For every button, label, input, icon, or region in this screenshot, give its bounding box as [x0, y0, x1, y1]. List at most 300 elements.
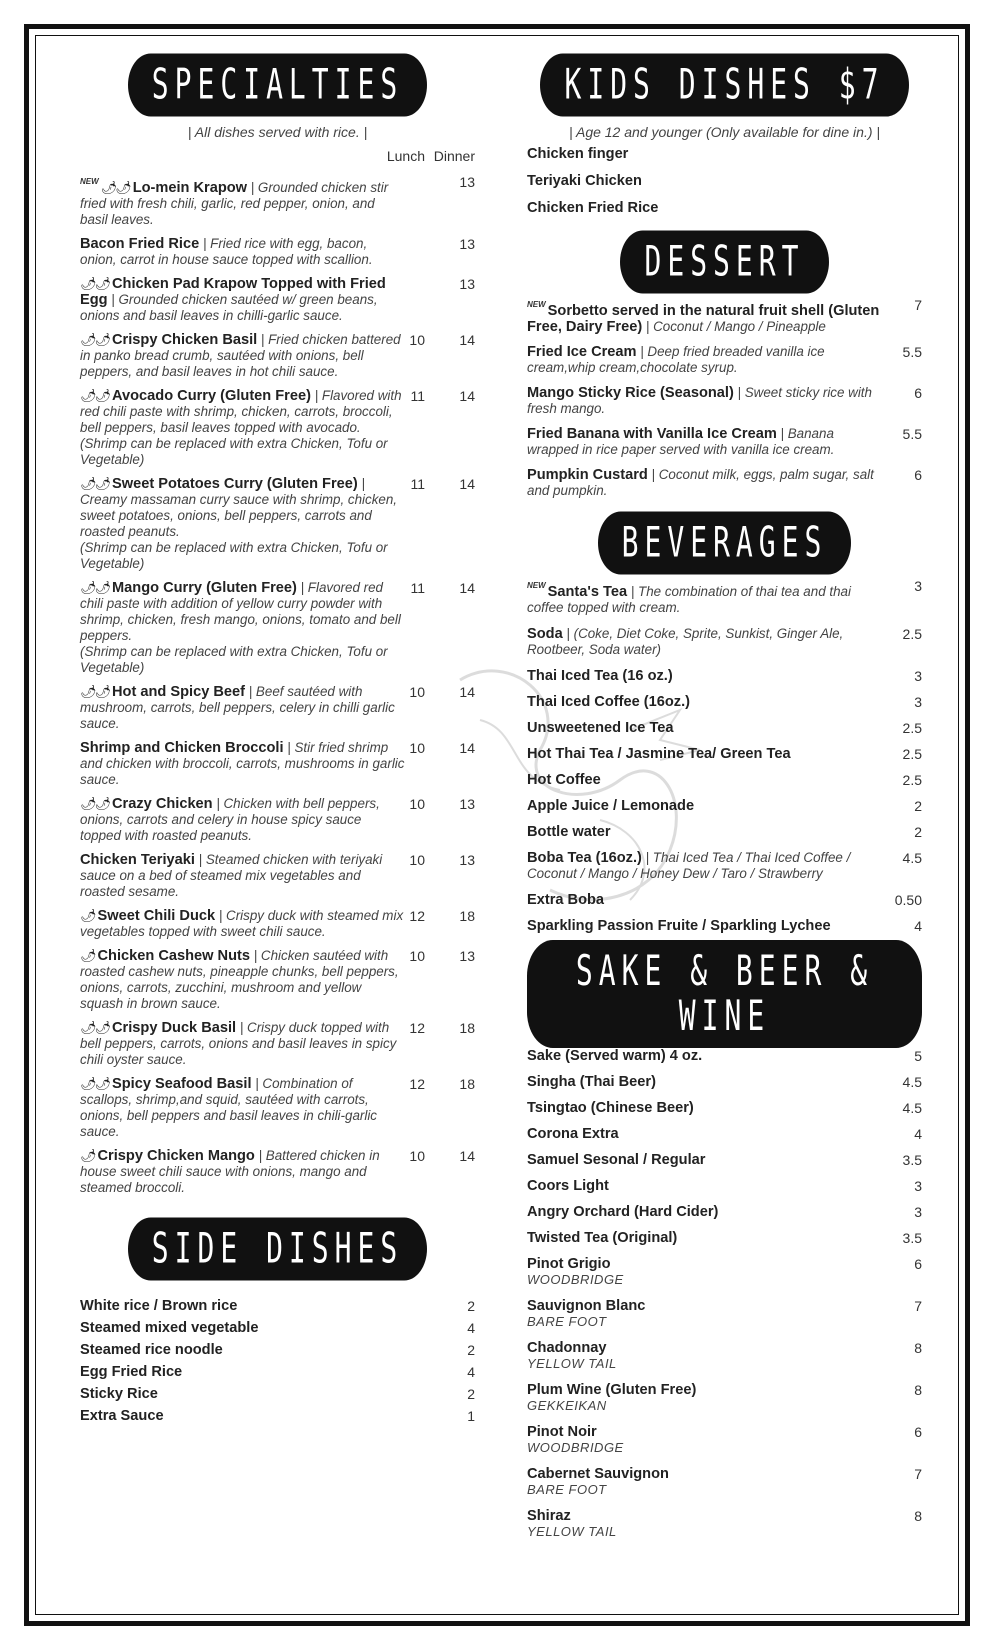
item-price: 2 [914, 798, 922, 814]
side-dish-item [80, 1408, 475, 1424]
item-name: Sake (Served warm) 4 oz. [527, 1048, 703, 1064]
item-name: Chicken Teriyaki [80, 852, 195, 868]
item-name: Pumpkin Custard [527, 467, 648, 483]
menu-item [527, 344, 922, 376]
menu-item [80, 740, 475, 788]
item-price: 4 [467, 1320, 475, 1336]
item-name: Hot and Spicy Beef [112, 684, 246, 700]
item-text [527, 1256, 922, 1288]
item-text [527, 798, 922, 814]
item-prices [395, 388, 475, 404]
item-name: Soda [527, 626, 563, 642]
wine-producer: GEKKEIKAN [527, 1398, 607, 1413]
item-text [527, 578, 922, 616]
lunch-price: 12 [409, 908, 425, 924]
item-text [527, 1126, 922, 1142]
item-description: | Coconut milk, eggs, palm sugar, salt and pumpkin. [527, 467, 874, 498]
specialties-list [80, 174, 475, 1196]
item-price: 2.5 [902, 746, 922, 762]
item-text [527, 918, 922, 934]
menu-item [527, 824, 922, 840]
menu-item [527, 694, 922, 710]
sake-beer-wine-list [527, 1048, 922, 1540]
lunch-price [395, 236, 425, 252]
menu-item [80, 1148, 475, 1196]
item-description: | Flavored with red chili paste with shrimp, chicken, carrots, broccoli, bell peppers, basil leaves topped with avocado. [80, 388, 402, 435]
item-description: | Flavored red chili paste with addition of yellow curry powder with shrimp, chicken, fresh mango, onions, tomato and bell peppers. [80, 580, 401, 643]
item-prices [395, 1076, 475, 1092]
menu-item [80, 276, 475, 324]
item-price: 3 [914, 694, 922, 710]
menu-item [527, 918, 922, 934]
dinner-price: 14 [459, 740, 475, 756]
item-name: Santa's Tea [547, 584, 628, 600]
menu-item [80, 332, 475, 380]
beverages-list [527, 578, 922, 934]
lunch-price [395, 174, 425, 190]
item-note: (Shrimp can be replaced with extra Chicken, Tofu or Vegetable) [80, 436, 388, 467]
item-prices [395, 174, 475, 190]
item-prices [395, 476, 475, 492]
drink-item [527, 1048, 922, 1064]
menu-item [527, 850, 922, 882]
item-price: 7 [914, 1298, 922, 1314]
lunch-price: 10 [409, 796, 425, 812]
menu-item [80, 388, 475, 468]
item-price: 2.5 [902, 772, 922, 788]
beverages-title: BEVERAGES [598, 512, 852, 575]
item-description: | Banana wrapped in rice paper served with vanilla ice cream. [527, 426, 835, 457]
item-description: | Combination of scallops, shrimp,and squid, sautéed with carrots, onions, bell peppers and basil leaves in chili-garlic sauce. [80, 1076, 377, 1139]
lunch-price: 10 [409, 852, 425, 868]
item-price: 2 [467, 1298, 475, 1314]
chili-pepper-icon: 🌶🌶 [80, 684, 110, 699]
specialties-title: SPECIALTIES [128, 54, 427, 117]
menu-item [527, 720, 922, 736]
dinner-price: 14 [459, 684, 475, 700]
lunch-price: 10 [409, 684, 425, 700]
lunch-price: 12 [409, 1020, 425, 1036]
item-prices [395, 684, 475, 700]
menu-item [527, 798, 922, 814]
new-badge: NEW [80, 177, 99, 186]
item-text [527, 772, 922, 788]
item-price: 8 [914, 1340, 922, 1356]
item-price: 4 [914, 1126, 922, 1142]
item-text [527, 1100, 922, 1116]
item-name: Chicken Cashew Nuts [97, 948, 250, 964]
kids-note: | Age 12 and younger (Only available for dine in.) | [568, 124, 881, 140]
specialties-section [80, 50, 475, 1196]
drink-item [527, 1508, 922, 1540]
chili-pepper-icon: 🌶🌶 [80, 276, 110, 291]
item-name: Sticky Rice [80, 1386, 158, 1402]
item-name: Extra Sauce [80, 1408, 164, 1424]
item-prices [395, 852, 475, 868]
item-description: | (Coke, Diet Coke, Sprite, Sunkist, Ginger Ale, Rootbeer, Soda water) [527, 626, 844, 657]
item-prices [395, 796, 475, 812]
drink-item [527, 1204, 922, 1220]
item-text [527, 1230, 922, 1246]
item-description: | Fried chicken battered in panko bread crumb, sautéed with onions, bell peppers, and basil leaves in hot chili sauce. [80, 332, 401, 379]
dinner-price: 18 [459, 1020, 475, 1036]
item-price: 4 [914, 918, 922, 934]
item-price: 8 [914, 1508, 922, 1524]
item-name: Chicken finger [527, 146, 629, 162]
lunch-price: 10 [409, 948, 425, 964]
item-name: Crispy Chicken Mango [97, 1148, 255, 1164]
item-name: Sweet Potatoes Curry (Gluten Free) [112, 476, 358, 492]
item-name: Thai Iced Tea (16 oz.) [527, 668, 673, 684]
item-price: 0.50 [894, 892, 922, 908]
item-name: Sparkling Passion Fruite / Sparkling Lychee [527, 918, 831, 934]
menu-item [80, 684, 475, 732]
side-dish-item [80, 1298, 475, 1314]
item-price: 3.5 [902, 1152, 922, 1168]
menu-item [80, 852, 475, 900]
chili-pepper-icon: 🌶🌶 [100, 180, 130, 195]
item-name: Avocado Curry (Gluten Free) [112, 388, 311, 404]
item-name: Thai Iced Coffee (16oz.) [527, 694, 690, 710]
item-name: Mango Sticky Rice (Seasonal) [527, 385, 734, 401]
menu-item [527, 426, 922, 458]
item-prices [395, 1148, 475, 1164]
item-name: Extra Boba [527, 892, 605, 908]
menu-item [80, 1020, 475, 1068]
dinner-price: 14 [459, 332, 475, 348]
dinner-price: 18 [459, 908, 475, 924]
item-price: 8 [914, 1382, 922, 1398]
item-text [527, 1298, 922, 1330]
item-prices [395, 908, 475, 924]
item-name: Chicken Pad Krapow Topped with Fried Egg [80, 276, 386, 308]
chili-pepper-icon: 🌶🌶 [80, 580, 110, 595]
dinner-price: 13 [459, 948, 475, 964]
item-name: Spicy Seafood Basil [112, 1076, 252, 1092]
item-name: Singha (Thai Beer) [527, 1074, 656, 1090]
drink-item [527, 1152, 922, 1168]
item-prices [395, 1020, 475, 1036]
drink-item [527, 1340, 922, 1372]
chili-pepper-icon: 🌶 [80, 908, 95, 923]
item-price: 3.5 [902, 1230, 922, 1246]
new-badge: NEW [527, 581, 546, 590]
item-name: Hot Thai Tea / Jasmine Tea/ Green Tea [527, 746, 791, 762]
item-description: | Crispy duck topped with bell peppers, carrots, onions and basil leaves in spicy chili oyster sauce. [80, 1020, 397, 1067]
sake-beer-wine-title: SAKE & BEER & WINE [527, 940, 922, 1048]
item-name: Egg Fried Rice [80, 1364, 183, 1380]
item-name: Teriyaki Chicken [527, 173, 642, 189]
menu-item [527, 467, 922, 499]
item-name: Pinot Grigio [527, 1256, 611, 1272]
item-name: Tsingtao (Chinese Beer) [527, 1100, 694, 1116]
item-price: 6 [914, 467, 922, 483]
drink-item [527, 1230, 922, 1246]
item-text [527, 1152, 922, 1168]
item-price: 4.5 [902, 1100, 922, 1116]
menu-item [80, 476, 475, 572]
item-price: 3 [914, 1204, 922, 1220]
item-price: 5 [914, 1048, 922, 1064]
item-name: Sorbetto served in the natural fruit shell (Gluten Free, Dairy Free) [527, 303, 880, 335]
wine-producer: YELLOW TAIL [527, 1524, 617, 1539]
item-text [527, 1424, 922, 1456]
menu-item [527, 746, 922, 762]
item-description: | Coconut / Mango / Pineapple [642, 319, 826, 334]
item-name: Crazy Chicken [112, 796, 213, 812]
item-description: | Battered chicken in house sweet chili sauce with onions, mango and steamed broccoli. [80, 1148, 380, 1195]
item-text [527, 850, 922, 882]
side-dishes-section [80, 1214, 475, 1424]
chili-pepper-icon: 🌶🌶 [80, 332, 110, 347]
drink-item [527, 1256, 922, 1288]
item-text [527, 467, 922, 499]
item-name: Sweet Chili Duck [97, 908, 216, 924]
item-name: Coors Light [527, 1178, 609, 1194]
drink-item [527, 1074, 922, 1090]
chili-pepper-icon: 🌶🌶 [80, 476, 110, 491]
item-name: Shiraz [527, 1508, 571, 1524]
item-description: | Fried rice with egg, bacon, onion, carrot in house sauce topped with scallion. [80, 236, 373, 267]
item-price: 2.5 [902, 720, 922, 736]
item-name: Twisted Tea (Original) [527, 1230, 678, 1246]
item-price: 4.5 [902, 850, 922, 866]
side-dish-item [80, 1364, 475, 1380]
chili-pepper-icon: 🌶 [80, 1148, 95, 1163]
lunch-price: 11 [410, 388, 425, 404]
dinner-price: 13 [459, 796, 475, 812]
item-description: | Crispy duck with steamed mix vegetables topped with sweet chili sauce. [80, 908, 404, 939]
drink-item [527, 1424, 922, 1456]
dinner-price: 14 [459, 580, 475, 596]
item-price: 2 [914, 824, 922, 840]
item-prices [395, 276, 475, 292]
drink-item [527, 1382, 922, 1414]
item-name: Samuel Sesonal / Regular [527, 1152, 706, 1168]
item-description: | Beef sautéed with mushroom, carrots, bell peppers, celery in chilli garlic sauce. [80, 684, 395, 731]
item-name: Cabernet Sauvignon [527, 1466, 669, 1482]
wine-producer: BARE FOOT [527, 1314, 607, 1329]
menu-item [527, 626, 922, 658]
menu-item [80, 1076, 475, 1140]
side-dish-item [80, 1342, 475, 1358]
kids-section [527, 50, 922, 216]
item-text [527, 720, 922, 736]
kids-dish-item [527, 173, 922, 189]
item-price: 3 [914, 668, 922, 684]
dinner-price: 14 [459, 1148, 475, 1164]
dinner-price: 13 [459, 174, 475, 190]
dinner-price: 14 [459, 388, 475, 404]
side-dish-item [80, 1386, 475, 1402]
drink-item [527, 1126, 922, 1142]
menu-item [80, 796, 475, 844]
item-text [527, 626, 922, 658]
item-price: 1 [467, 1408, 475, 1424]
drink-item [527, 1466, 922, 1498]
item-name: Corona Extra [527, 1126, 619, 1142]
item-name: Lo-mein Krapow [132, 180, 248, 196]
menu-item [80, 948, 475, 1012]
kids-dish-item [527, 146, 922, 162]
item-price: 2 [467, 1386, 475, 1402]
item-name: Shrimp and Chicken Broccoli [80, 740, 284, 756]
item-name: Fried Banana with Vanilla Ice Cream [527, 426, 777, 442]
item-name: Fried Ice Cream [527, 344, 637, 360]
item-name: Plum Wine (Gluten Free) [527, 1382, 697, 1398]
dinner-price: 13 [459, 276, 475, 292]
wine-producer: WOODBRIDGE [527, 1440, 624, 1455]
menu-item [80, 580, 475, 676]
right-column [527, 50, 922, 1550]
drink-item [527, 1178, 922, 1194]
kids-list [527, 146, 922, 216]
menu-item [80, 908, 475, 940]
side-dish-item [80, 1320, 475, 1336]
lunch-price: 10 [409, 740, 425, 756]
item-description: | Grounded chicken stir fried with fresh chili, garlic, red pepper, onion, and basil leaves. [80, 180, 389, 227]
item-text [527, 344, 922, 376]
item-text [527, 1466, 922, 1498]
dinner-price: 13 [459, 852, 475, 868]
item-text [527, 1382, 922, 1414]
lunch-price: 11 [410, 476, 425, 492]
lunch-price: 12 [409, 1076, 425, 1092]
item-name: Unsweetened Ice Tea [527, 720, 674, 736]
lunch-header: Lunch [386, 148, 425, 164]
dessert-list [527, 297, 922, 499]
chili-pepper-icon: 🌶🌶 [80, 796, 110, 811]
wine-producer: BARE FOOT [527, 1482, 607, 1497]
item-name: Steamed mixed vegetable [80, 1320, 259, 1336]
chili-pepper-icon: 🌶🌶 [80, 1020, 110, 1035]
price-column-headers [80, 148, 475, 164]
item-description: | Sweet sticky rice with fresh mango. [527, 385, 872, 416]
item-price: 5.5 [902, 426, 922, 442]
new-badge: NEW [527, 300, 546, 309]
item-text [527, 297, 922, 335]
item-text [527, 824, 922, 840]
menu-item [527, 297, 922, 335]
item-description: | Deep fried breaded vanilla ice cream,whip cream,chocolate syrup. [527, 344, 825, 375]
item-name: Bacon Fried Rice [80, 236, 200, 252]
item-name: Boba Tea (16oz.) [527, 850, 642, 866]
item-price: 7 [914, 1466, 922, 1482]
dessert-section [527, 227, 922, 499]
item-description: | Thai Iced Tea / Thai Iced Coffee / Coconut / Mango / Honey Dew / Taro / Strawberry [527, 850, 851, 881]
dinner-price: 14 [459, 476, 475, 492]
lunch-price: 10 [409, 332, 425, 348]
item-price: 6 [914, 385, 922, 401]
item-name: Crispy Duck Basil [112, 1020, 237, 1036]
kids-dish-item [527, 200, 922, 216]
lunch-price: 11 [410, 580, 425, 596]
chili-pepper-icon: 🌶🌶 [80, 388, 110, 403]
item-prices [395, 332, 475, 348]
side-dishes-title: SIDE DISHES [128, 1218, 427, 1281]
item-description: | Chicken with bell peppers, onions, carrots and celery in house spicy sauce topped with roasted peanuts. [80, 796, 380, 843]
item-name: Bottle water [527, 824, 611, 840]
side-dishes-list [80, 1298, 475, 1424]
kids-title: KIDS DISHES $7 [540, 54, 908, 117]
item-prices [395, 580, 475, 596]
item-text [527, 694, 922, 710]
item-price: 7 [914, 297, 922, 313]
item-text [527, 1048, 922, 1064]
item-text [527, 1204, 922, 1220]
item-price: 4.5 [902, 1074, 922, 1090]
menu-item [527, 772, 922, 788]
menu-item [527, 385, 922, 417]
item-name: Chicken Fried Rice [527, 200, 659, 216]
item-text [527, 385, 922, 417]
beverages-section [527, 508, 922, 934]
wine-producer: YELLOW TAIL [527, 1356, 617, 1371]
menu-item [80, 236, 475, 268]
item-price: 3 [914, 1178, 922, 1194]
specialties-note: | All dishes served with rice. | [187, 124, 368, 140]
item-description: | Creamy massaman curry sauce with shrimp, chicken, sweet potatoes, onions, bell peppers, carrots and roasted peanuts. [80, 476, 398, 539]
item-name: Sauvignon Blanc [527, 1298, 646, 1314]
item-name: Angry Orchard (Hard Cider) [527, 1204, 719, 1220]
dinner-header: Dinner [433, 148, 475, 164]
drink-item [527, 1100, 922, 1116]
item-description: | Chicken sautéed with roasted cashew nuts, pineapple chunks, bell peppers, onions, carrots, zucchini, mushroom and yellow squash in brown sauce. [80, 948, 399, 1011]
item-price: 2.5 [902, 626, 922, 642]
item-price: 6 [914, 1256, 922, 1272]
lunch-price: 10 [409, 1148, 425, 1164]
item-prices [395, 948, 475, 964]
item-price: 2 [467, 1342, 475, 1358]
drink-item [527, 1298, 922, 1330]
item-description: | The combination of thai tea and thai coffee topped with cream. [527, 584, 851, 615]
item-name: Hot Coffee [527, 772, 601, 788]
menu-item [80, 174, 475, 228]
dinner-price: 18 [459, 1076, 475, 1092]
item-price: 6 [914, 1424, 922, 1440]
item-text [527, 892, 922, 908]
item-text [527, 1074, 922, 1090]
item-price: 5.5 [902, 344, 922, 360]
item-text [527, 426, 922, 458]
menu-item [527, 668, 922, 684]
chili-pepper-icon: 🌶 [80, 948, 95, 963]
item-name: Mango Curry (Gluten Free) [112, 580, 297, 596]
item-text [527, 668, 922, 684]
left-column [80, 50, 475, 1430]
item-text [527, 1340, 922, 1372]
item-text [527, 1508, 922, 1540]
item-name: Chadonnay [527, 1340, 607, 1356]
item-text [527, 746, 922, 762]
item-name: Apple Juice / Lemonade [527, 798, 695, 814]
item-description: | Steamed chicken with teriyaki sauce on a bed of steamed mix vegetables and roasted sesame. [80, 852, 383, 899]
menu-item [527, 892, 922, 908]
item-description: | Grounded chicken sautéed w/ green beans, onions and basil leaves in chilli-garlic sauce. [80, 292, 378, 323]
wine-producer: WOODBRIDGE [527, 1272, 624, 1287]
item-price: 4 [467, 1364, 475, 1380]
item-description: | Stir fried shrimp and chicken with broccoli, carrots, mushrooms in garlic sauce. [80, 740, 405, 787]
sake-beer-wine-section [527, 944, 922, 1540]
item-note: (Shrimp can be replaced with extra Chicken, Tofu or Vegetable) [80, 540, 388, 571]
item-prices [395, 236, 475, 252]
item-price: 3 [914, 578, 922, 594]
item-name: White rice / Brown rice [80, 1298, 238, 1314]
lunch-price [395, 276, 425, 292]
dinner-price: 13 [459, 236, 475, 252]
item-name: Steamed rice noodle [80, 1342, 223, 1358]
item-name: Pinot Noir [527, 1424, 597, 1440]
